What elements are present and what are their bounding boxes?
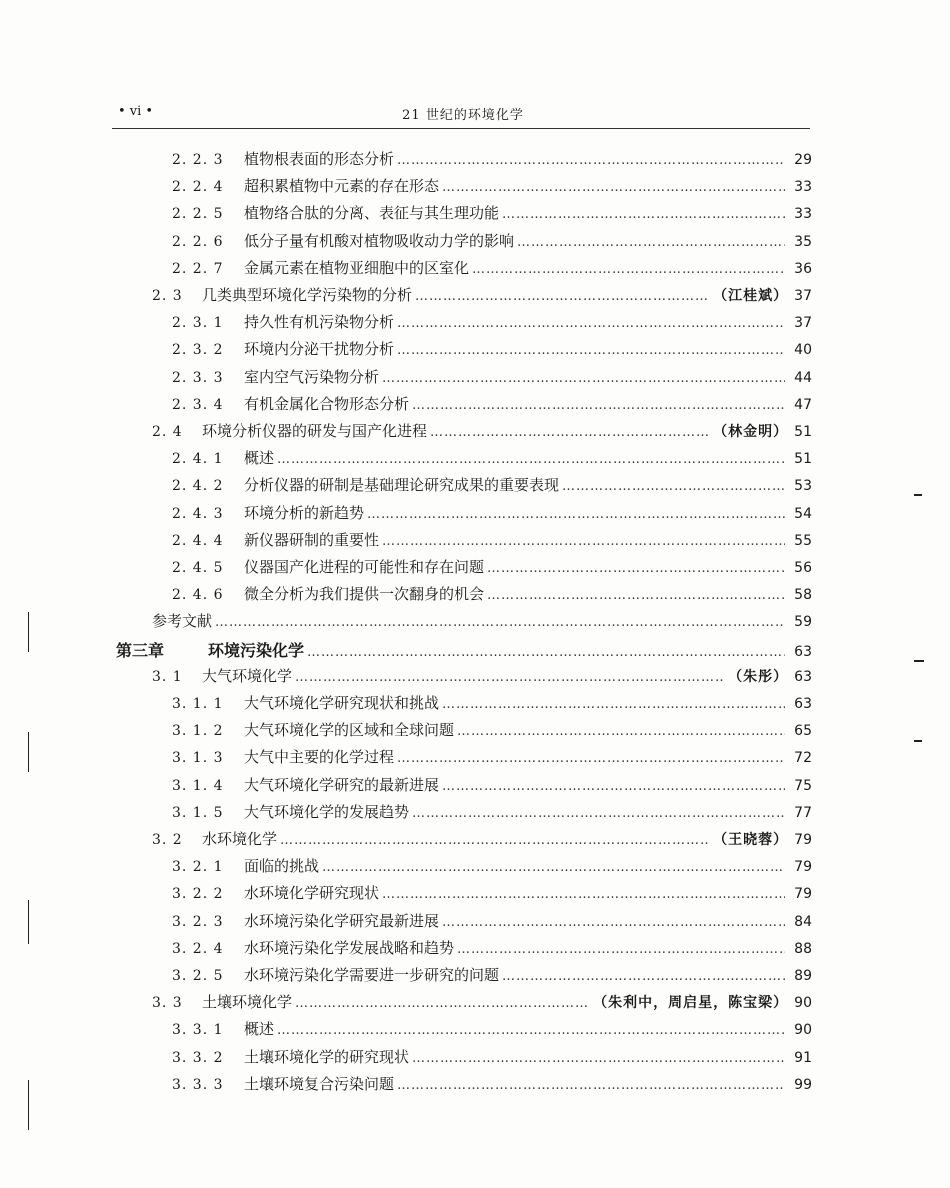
toc-section-number: 3. 2. 3 — [172, 913, 224, 930]
toc-entry[interactable] — [172, 719, 812, 745]
toc-entry-title: 新仪器研制的重要性 — [244, 530, 380, 549]
toc-section-number: 3. 2. 1 — [172, 859, 224, 876]
toc-section-number: 2. 2. 3 — [172, 152, 224, 168]
toc-leader-dots — [430, 425, 710, 440]
toc-page-number: 63 — [794, 696, 812, 712]
toc-page-number: 89 — [794, 968, 812, 984]
toc-entry[interactable] — [152, 420, 812, 446]
toc-entry-title: 土壤环境化学 — [202, 993, 293, 1012]
toc-page-number: 58 — [794, 587, 812, 604]
toc-page-number: 99 — [794, 1076, 812, 1093]
toc-entry[interactable] — [172, 393, 812, 419]
toc-entry[interactable] — [172, 474, 812, 500]
toc-page-number: 91 — [794, 1049, 812, 1066]
toc-entry[interactable] — [172, 1073, 812, 1099]
toc-page-number: 51 — [794, 424, 812, 440]
margin-line — [28, 1080, 29, 1130]
toc-leader-dots — [457, 942, 785, 957]
toc-entry-title: 微全分析为我们提供一次翻身的机会 — [244, 585, 485, 604]
toc-page-number: 63 — [794, 643, 812, 660]
margin-dash — [914, 660, 924, 662]
toc-section-number: 2. 2. 7 — [172, 260, 224, 277]
toc-leader-dots — [502, 969, 785, 984]
toc-entry[interactable] — [152, 284, 812, 310]
toc-page-number: 90 — [794, 1022, 812, 1039]
toc-section-number: 3. 1. 2 — [172, 723, 224, 740]
toc-page-number: 75 — [794, 777, 812, 794]
toc-leader-dots — [277, 452, 785, 467]
toc-entry[interactable] — [172, 529, 812, 555]
toc-leader-dots — [487, 561, 785, 576]
toc-page-number: 56 — [794, 560, 812, 576]
toc-entry-title: 金属元素在植物亚细胞中的区室化 — [244, 258, 470, 277]
toc-page-number: 40 — [794, 342, 812, 359]
toc-section-number: 2. 3. 2 — [172, 342, 224, 359]
toc-leader-dots — [367, 507, 785, 522]
toc-leader-dots — [412, 1051, 785, 1066]
toc-page-number: 35 — [794, 233, 812, 250]
toc-section-number: 2. 4. 3 — [172, 505, 224, 522]
toc-entry-title: 分析仪器的研制是基础理论研究成果的重要表现 — [244, 476, 560, 495]
toc-entry-title: 有机金属化合物形态分析 — [244, 394, 410, 413]
toc-entry[interactable] — [172, 311, 812, 337]
toc-entry[interactable] — [172, 202, 812, 228]
toc-leader-dots — [442, 915, 785, 930]
margin-line — [28, 732, 29, 772]
toc-entry-title: 水环境化学 — [202, 830, 278, 848]
toc-leader-dots — [295, 996, 590, 1011]
toc-page-number: 63 — [794, 668, 812, 685]
toc-section-number: 2. 3 — [152, 288, 183, 304]
toc-entry-title: 面临的挑战 — [244, 857, 320, 876]
toc-section-number: 2. 3. 3 — [172, 369, 224, 386]
toc-leader-dots — [307, 645, 785, 660]
toc-page-number: 51 — [794, 451, 812, 468]
toc-entry[interactable] — [172, 175, 812, 201]
toc-page-number: 79 — [794, 832, 812, 848]
toc-entry[interactable] — [172, 257, 812, 283]
toc-entry[interactable] — [172, 746, 812, 772]
toc-leader-dots — [442, 779, 785, 794]
margin-line — [28, 612, 29, 652]
toc-author: （江桂斌） — [713, 288, 789, 304]
toc-page-number: 53 — [794, 478, 812, 495]
toc-entry-title: 超积累植物中元素的存在形态 — [244, 177, 440, 196]
toc-page-number: 77 — [794, 804, 812, 821]
toc-entry-title: 大气环境化学研究的最新进展 — [244, 775, 440, 794]
toc-section-number: 3. 3. 2 — [172, 1049, 224, 1066]
toc-leader-dots — [382, 371, 785, 386]
margin-dash — [914, 740, 922, 742]
toc-entry[interactable] — [172, 910, 812, 936]
toc-entry[interactable] — [172, 366, 812, 392]
toc-entry[interactable] — [152, 828, 812, 854]
toc-page-number: 90 — [794, 995, 812, 1012]
toc-entry[interactable] — [172, 801, 812, 827]
running-header — [118, 104, 808, 126]
toc-section-number: 2. 4. 5 — [172, 560, 224, 576]
toc-section-number: 3. 3. 3 — [172, 1076, 224, 1093]
toc-section-number: 3. 1. 1 — [172, 696, 224, 712]
toc-leader-dots — [517, 235, 785, 250]
toc-entry[interactable] — [172, 937, 812, 963]
toc-section-number: 3. 2. 4 — [172, 940, 224, 957]
toc-leader-dots — [322, 860, 785, 875]
toc-leader-dots — [487, 588, 785, 603]
toc-leader-dots — [397, 153, 785, 168]
toc-page-number: 59 — [794, 614, 812, 631]
toc-entry[interactable] — [172, 964, 812, 990]
toc-entry-title: 植物根表面的形态分析 — [244, 150, 395, 168]
toc-entry-title: 水环境污染化学需要进一步研究的问题 — [244, 966, 500, 984]
toc-entry[interactable] — [172, 447, 812, 473]
toc-page-number: 29 — [794, 152, 812, 168]
toc-leader-dots — [442, 697, 785, 712]
toc-section-number: 3. 1. 3 — [172, 750, 224, 767]
toc-leader-dots — [382, 534, 785, 549]
toc-entry-title: 水环境污染化学发展战略和趋势 — [244, 938, 455, 957]
toc-page-number: 79 — [794, 859, 812, 876]
toc-author: （王晓蓉） — [713, 832, 789, 848]
toc-entry-title: 环境分析仪器的研发与国产化进程 — [202, 422, 428, 440]
header-rule — [112, 128, 810, 129]
toc-entry-title: 土壤环境化学的研究现状 — [244, 1047, 410, 1066]
toc-entry-title: 大气环境化学的区域和全球问题 — [244, 721, 455, 740]
toc-page-number: 44 — [794, 369, 812, 386]
toc-entry-title: 大气环境化学的发展趋势 — [244, 802, 410, 821]
toc-section-number: 3. 3 — [152, 995, 183, 1012]
toc-entry[interactable] — [172, 148, 812, 174]
toc-section-number: 2. 4. 6 — [172, 587, 224, 604]
toc-page-number: 79 — [794, 886, 812, 903]
toc-leader-dots — [502, 207, 785, 222]
toc-leader-dots — [472, 262, 785, 277]
toc-entry[interactable] — [152, 991, 812, 1017]
toc-entry-title: 大气环境化学研究现状和挑战 — [244, 694, 440, 712]
margin-dash — [914, 494, 922, 496]
toc-entry-title: 持久性有机污染物分析 — [244, 313, 395, 332]
toc-leader-dots — [277, 1023, 785, 1038]
toc-entry[interactable] — [172, 1046, 812, 1072]
toc-entry-title: 室内空气污染物分析 — [244, 367, 380, 386]
toc-page-number: 36 — [794, 260, 812, 277]
toc-section-number: 3. 3. 1 — [172, 1022, 224, 1039]
toc-section-number: 3. 1. 5 — [172, 804, 224, 821]
toc-entry[interactable] — [172, 774, 812, 800]
toc-entry-title: 环境分析的新趋势 — [244, 503, 365, 522]
toc-author: （朱彤） — [728, 668, 789, 685]
toc-section-number: 2. 2. 5 — [172, 206, 224, 223]
toc-leader-dots — [412, 398, 785, 413]
toc-entry-title: 土壤环境复合污染问题 — [244, 1074, 395, 1093]
toc-entry[interactable] — [172, 882, 812, 908]
toc-entry-title: 概述 — [244, 1020, 275, 1039]
toc-entry[interactable] — [172, 556, 812, 582]
toc-entry[interactable] — [172, 1018, 812, 1044]
book-title: 21 世纪的环境化学 — [402, 108, 524, 123]
toc-entry[interactable] — [116, 638, 812, 664]
toc-page-number: 65 — [794, 723, 812, 740]
toc-leader-dots — [397, 1078, 785, 1093]
toc-section-number: 3. 1. 4 — [172, 777, 224, 794]
toc-page-number: 37 — [794, 315, 812, 332]
toc-page-number: 55 — [794, 532, 812, 549]
toc-entry[interactable] — [152, 665, 812, 691]
toc-section-number: 3. 2 — [152, 832, 183, 848]
toc-leader-dots — [397, 751, 785, 766]
toc-entry-title: 几类典型环境化学污染物的分析 — [202, 286, 413, 304]
toc-section-number: 2. 4. 4 — [172, 532, 224, 549]
toc-leader-dots — [397, 316, 785, 331]
toc-leader-dots — [412, 806, 785, 821]
toc-leader-dots — [295, 670, 725, 685]
toc-entry-title: 环境内分泌干扰物分析 — [244, 340, 395, 359]
toc-section-number: 3. 2. 5 — [172, 968, 224, 984]
toc-entry[interactable] — [172, 338, 812, 364]
toc-leader-dots — [280, 833, 710, 848]
toc-page-number: 37 — [794, 288, 812, 304]
toc-section-number: 3. 2. 2 — [172, 886, 224, 903]
toc-leader-dots — [415, 289, 710, 304]
toc-author: （林金明） — [713, 424, 789, 440]
toc-entry[interactable] — [172, 692, 812, 718]
toc-page-number: 84 — [794, 913, 812, 930]
toc-page-number: 72 — [794, 750, 812, 767]
toc-section-number: 2. 2. 6 — [172, 233, 224, 250]
toc-entry[interactable] — [172, 583, 812, 609]
toc-section-number: 第三章 — [116, 640, 165, 660]
toc-section-number: 2. 2. 4 — [172, 179, 224, 196]
toc-section-number: 3. 1 — [152, 668, 183, 685]
toc-leader-dots — [457, 724, 785, 739]
toc-entry-title: 低分子量有机酸对植物吸收动力学的影响 — [244, 231, 515, 250]
toc-leader-dots — [215, 615, 785, 630]
toc-author: （朱利中，周启星，陈宝梁） — [593, 995, 789, 1012]
toc-entry[interactable] — [172, 230, 812, 256]
toc-leader-dots — [382, 887, 785, 902]
toc-entry-title: 参考文献 — [152, 612, 213, 631]
toc-entry-title: 概述 — [244, 449, 275, 468]
toc-page-number: 47 — [794, 396, 812, 413]
page-number: • vi • — [118, 104, 154, 119]
toc-page-number: 33 — [794, 179, 812, 196]
toc-entry-title: 大气中主要的化学过程 — [244, 748, 395, 767]
toc-page-number: 33 — [794, 206, 812, 223]
toc-entry[interactable] — [172, 855, 812, 881]
toc-entry[interactable] — [152, 610, 812, 636]
toc-section-number: 2. 4 — [152, 424, 183, 440]
toc-entry[interactable] — [172, 502, 812, 528]
toc-entry-title: 仪器国产化进程的可能性和存在问题 — [244, 558, 485, 576]
toc-entry-title: 大气环境化学 — [202, 666, 293, 685]
toc-page-number: 88 — [794, 940, 812, 957]
toc-entry-title: 水环境化学研究现状 — [244, 884, 380, 903]
toc-leader-dots — [442, 180, 785, 195]
toc-entry-title: 环境污染化学 — [208, 640, 305, 660]
toc-section-number: 2. 4. 1 — [172, 451, 224, 468]
toc-section-number: 2. 4. 2 — [172, 478, 224, 495]
margin-line — [28, 900, 29, 944]
toc-leader-dots — [562, 479, 785, 494]
toc-page-number: 54 — [794, 505, 812, 522]
toc-entry-title: 植物络合肽的分离、表征与其生理功能 — [244, 204, 500, 223]
toc-section-number: 2. 3. 1 — [172, 315, 224, 332]
toc-entry-title: 水环境污染化学研究最新进展 — [244, 911, 440, 930]
toc-leader-dots — [397, 343, 785, 358]
toc-section-number: 2. 3. 4 — [172, 396, 224, 413]
